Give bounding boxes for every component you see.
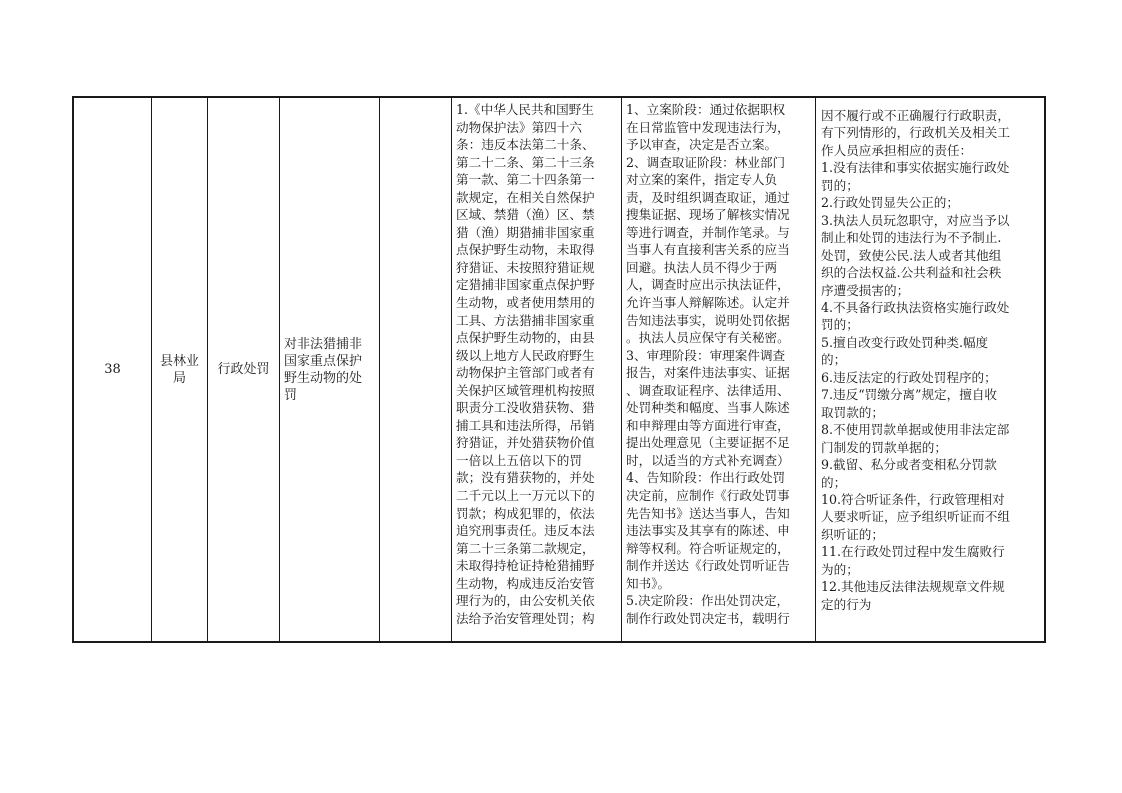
procedure-line: 当事人有直接利害关系的应当 — [626, 242, 790, 258]
procedure-line: 报告，对案件违法事实、证据 — [626, 365, 790, 381]
responsibility-line: 11.在行政处罚过程中发生腐败行 — [821, 544, 1005, 560]
procedure-line: 、调查取证程序、法律适用、 — [626, 382, 790, 398]
procedure-line: 提出处理意见（主要证据不足 — [626, 435, 790, 451]
legal-basis-line: 罚款；构成犯罪的，依法 — [456, 505, 595, 521]
responsibility-line: 3.执法人员玩忽职守，对应当予以 — [821, 212, 1010, 228]
responsibility-line: 8.不使用罚款单据或使用非法定部 — [821, 422, 1010, 438]
procedure-line: 时，以适当的方式补充调查） — [626, 452, 790, 468]
procedure-line: 3、审理阶段：审理案件调查 — [626, 347, 786, 363]
responsibility-line: 人要求听证，应予组织听证而不组 — [821, 509, 1010, 525]
legal-basis-line: 职责分工没收猎获物、猎 — [456, 400, 595, 416]
procedure-line: 制作并送达《行政处罚听证告 — [626, 558, 790, 574]
procedure-line: 4、告知阶段：作出行政处罚 — [626, 470, 786, 486]
legal-basis-line: 动物保护法》第四十六 — [456, 119, 582, 135]
legal-basis-line: 捕工具和违法所得，吊销 — [456, 417, 595, 433]
responsibility-line: 10.符合听证条件，行政管理相对 — [821, 491, 1005, 507]
legal-basis-line: 1.《中华人民共和国野生 — [456, 102, 594, 117]
legal-basis-line: 款规定，在相关自然保护 — [456, 189, 595, 205]
responsibility-line: 因不履行或不正确履行行政职责， — [821, 108, 1010, 123]
procedure-cell — [622, 98, 816, 641]
responsibility-line: 取罚款的； — [821, 404, 884, 420]
legal-basis-line: 生动物，构成违反治安管 — [456, 575, 595, 591]
procedure-line: 搜集证据、现场了解核实情况 — [626, 207, 790, 223]
procedure-line: 等进行调查，并制作笔录。与 — [626, 224, 790, 240]
procedure-line: 回避。执法人员不得少于两 — [626, 259, 778, 275]
legal-basis-line: 理行为的，由公安机关依 — [456, 593, 595, 609]
enforcement-table — [72, 96, 1046, 643]
legal-basis-line: 款；没有猎获物的，并处 — [456, 470, 595, 486]
procedure-line: 责，及时组织调查取证，通过 — [626, 189, 790, 205]
row-number: 38 — [74, 98, 152, 641]
procedure-line: 辩等权利。符合听证规定的， — [626, 540, 790, 556]
procedure-line: 允许当事人辩解陈述。认定并 — [626, 295, 790, 311]
responsibility-line: 有下列情形的，行政机关及相关工 — [821, 125, 1010, 141]
legal-basis-cell — [452, 98, 622, 641]
category-cell: 行政处罚 — [208, 98, 280, 641]
procedure-line: 对立案的案件，指定专人负 — [626, 172, 778, 188]
procedure-line: 人，调查时应出示执法证件， — [626, 277, 790, 293]
procedure-line: 。执法人员应保守有关秘密。 — [626, 330, 790, 346]
responsibility-line: 罚的； — [821, 317, 859, 333]
responsibility-line: 4.不具备行政执法资格实施行政处 — [821, 299, 1010, 315]
procedure-line: 告知违法事实，说明处罚依据 — [626, 312, 790, 328]
responsibility-line: 门制发的罚款单据的； — [821, 439, 947, 455]
legal-basis-line: 定猎捕非国家重点保护野 — [456, 277, 595, 293]
procedure-line: 处罚种类和幅度、当事人陈述 — [626, 400, 790, 416]
legal-basis-line: 点保护野生动物，未取得 — [456, 242, 595, 258]
procedure-line: 1、立案阶段：通过依据职权 — [626, 102, 786, 117]
responsibility-line: 为的； — [821, 561, 859, 577]
responsibility-line: 制止和处罚的违法行为不予制止. — [821, 230, 1002, 246]
responsibility-cell — [816, 98, 1046, 641]
responsibility-line: 7.违反“罚缴分离”规定，擅自收 — [821, 387, 998, 403]
legal-basis-line: 追究刑事责任。违反本法 — [456, 523, 595, 539]
responsibility-line: 12.其他违反法律法规规章文件规 — [821, 579, 1005, 595]
procedure-line: 和申辩理由等方面进行审查， — [626, 417, 790, 433]
responsibility-line: 6.违反法定的行政处罚程序的； — [821, 369, 997, 385]
legal-basis-line: 第二十三条第二款规定， — [456, 540, 595, 556]
procedure-line: 决定前，应制作《行政处罚事 — [626, 488, 790, 504]
procedure-line: 先告知书》送达当事人，告知 — [626, 505, 790, 521]
responsibility-line: 定的行为 — [821, 596, 872, 612]
responsibility-line: 5.擅自改变行政处罚种类.幅度 — [821, 334, 989, 350]
procedure-line: 在日常监管中发现违法行为， — [626, 119, 790, 135]
responsibility-line: 9.截留、私分或者变相私分罚款 — [821, 457, 997, 473]
legal-basis-line: 法给予治安管理处罚；构 — [456, 610, 595, 626]
responsibility-line: 作人员应承担相应的责任： — [821, 142, 973, 158]
procedure-line: 予以审查，决定是否立案。 — [626, 137, 778, 153]
responsibility-line: 织的合法权益.公共利益和社会秩 — [821, 265, 1002, 281]
responsibility-line: 序遭受损害的； — [821, 282, 910, 298]
legal-basis-line: 工具、方法猎捕非国家重 — [456, 312, 595, 328]
legal-basis-line: 条：违反本法第二十条、 — [456, 137, 595, 153]
responsibility-line: 织听证的； — [821, 526, 884, 542]
legal-basis-line: 点保护野生动物的，由县 — [456, 330, 595, 346]
responsibility-line: 罚的； — [821, 177, 859, 193]
procedure-line: 制作行政处罚决定书，载明行 — [626, 610, 790, 626]
legal-basis-line: 级以上地方人民政府野生 — [456, 347, 595, 363]
legal-basis-line: 狩猎证、未按照狩猎证规 — [456, 259, 595, 275]
procedure-line: 5.决定阶段：作出处罚决定， — [626, 593, 790, 609]
legal-basis-line: 第一款、第二十四条第一 — [456, 172, 595, 188]
procedure-line: 违法事实及其享有的陈述、申 — [626, 523, 790, 539]
legal-basis-line: 狩猎证，并处猎获物价值 — [456, 435, 595, 451]
legal-basis-line: 动物保护主管部门或者有 — [456, 365, 595, 381]
legal-basis-line: 区域、禁猎（渔）区、禁 — [456, 207, 595, 223]
procedure-line: 知书》。 — [626, 575, 671, 591]
department-cell: 县林业 局 — [152, 98, 208, 641]
legal-basis-line: 一倍以上五倍以下的罚 — [456, 452, 582, 468]
procedure-line: 2、调查取证阶段：林业部门 — [626, 154, 786, 170]
empty-cell — [380, 98, 452, 641]
item-name-cell: 对非法猎捕非 国家重点保护 野生动物的处 罚 — [280, 98, 380, 641]
legal-basis-line: 猎（渔）期猎捕非国家重 — [456, 224, 595, 240]
responsibility-line: 的； — [821, 474, 847, 490]
responsibility-line: 处罚，致使公民.法人或者其他组 — [821, 247, 1002, 263]
legal-basis-line: 二千元以上一万元以下的 — [456, 488, 595, 504]
responsibility-line: 的； — [821, 352, 847, 368]
responsibility-line: 1.没有法律和事实依据实施行政处 — [821, 160, 1010, 176]
legal-basis-line: 第二十二条、第二十三条 — [456, 154, 595, 170]
legal-basis-line: 关保护区域管理机构按照 — [456, 382, 595, 398]
legal-basis-line: 生动物，或者使用禁用的 — [456, 295, 595, 311]
responsibility-line: 2.行政处罚显失公正的； — [821, 195, 959, 211]
legal-basis-line: 未取得持枪证持枪猎捕野 — [456, 558, 595, 574]
